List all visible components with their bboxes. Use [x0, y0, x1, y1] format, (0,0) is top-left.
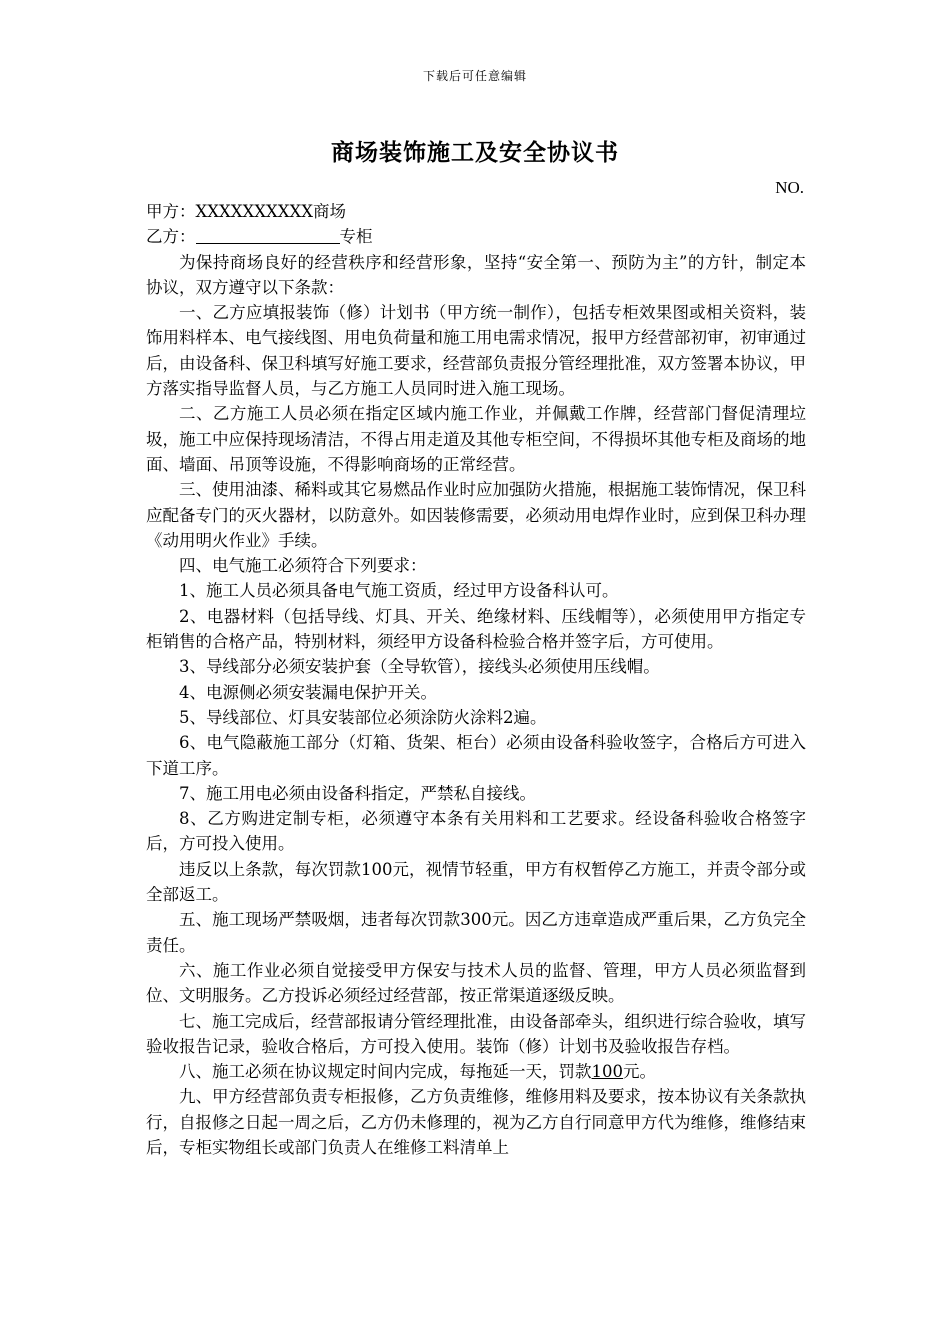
header-note: 下载后可任意编辑	[422, 69, 527, 83]
paragraph-penalty: 违反以上条款，每次罚款100元，视情节轻重，甲方有权暂停乙方施工，并责令部分或全部返工。	[146, 859, 806, 905]
paragraph-clause-6: 六、施工作业必须自觉接受甲方保安与技术人员的监督、管理，甲方人员必须监督到位、文明服务。乙方投诉必须经过经营部，按正常渠道逐级反映。	[146, 960, 806, 1006]
paragraph-clause-4: 四、电气施工必须符合下列要求：	[179, 556, 427, 576]
paragraph-item-2: 2、电器材料（包括导线、灯具、开关、绝缘材料、压线帽等），必须使用甲方指定专柜销售的合格产品，特别材料，须经甲方设备科检验合格并签字后，方可使用。	[146, 606, 806, 652]
paragraph-item-5: 5、导线部位、灯具安装部位必须涂防火涂料2遍。	[179, 707, 547, 727]
paragraph-clause-7: 七、施工完成后，经营部报请分管经理批准，由设备部牵头，组织进行综合验收，填写验收报告记录，验收合格后，方可投入使用。装饰（修）计划书及验收报告存档。	[146, 1011, 806, 1056]
paragraph-clause-5: 五、施工现场严禁吸烟，违者每次罚款300元。因乙方违章造成严重后果，乙方负完全责任。	[146, 910, 806, 955]
clause-8-unit: 元。	[623, 1062, 656, 1082]
paragraph-clause-9: 九、甲方经营部负责专柜报修，乙方负责维修，维修用料及要求，按本协议有关条款执行，自报修之日起一周之后，乙方仍未修理的，视为乙方自行同意甲方代为维修，维修结束后，专柜实物组长或部门负责人在维修工料清单上	[146, 1087, 806, 1157]
paragraph-clause-2: 二、乙方施工人员必须在指定区域内施工作业，并佩戴工作牌，经营部门督促清理垃圾，施工中应保持现场清洁，不得占用走道及其他专柜空间，不得损坏其他专柜及商场的地面、墙面、吊顶等设施，不得影响商场的正常经营。	[146, 404, 806, 474]
document-number: NO.	[775, 178, 804, 197]
party-b-line	[146, 224, 806, 249]
party-a-label: 甲方：	[146, 202, 196, 221]
clause-8-text: 八、施工必须在协议规定时间内完成，每拖延一天，罚款	[179, 1062, 592, 1082]
paragraph-clause-3: 三、使用油漆、稀料或其它易燃品作业时应加强防火措施，根据施工装饰情况，保卫科应配备专门的灭火器材，以防意外。如因装修需要，必须动用电焊作业时，应到保卫科办理《动用明火作业》手续。	[146, 480, 806, 550]
paragraph-item-6: 6、电气隐蔽施工部分（灯箱、货架、柜台）必须由设备科验收签字，合格后方可进入下道工序。	[146, 733, 806, 778]
party-b-label: 乙方：	[146, 227, 196, 247]
paragraph-item-8: 8、乙方购进定制专柜，必须遵守本条有关用料和工艺要求。经设备科验收合格签字后，方可投入使用。	[146, 809, 806, 854]
clause-8-amount: 100	[591, 1062, 623, 1082]
paragraph-clause-1: 一、乙方应填报装饰（修）计划书（甲方统一制作），包括专柜效果图或相关资料，装饰用料样本、电气接线图、用电负荷量和施工用电需求情况，报甲方经营部初审，初审通过后，由设备科、保卫科填写好施工要求，经营部负责报分管经理批准，双方签署本协议，甲方落实指导监督人员，与乙方施工人员同时进入施工现场。	[146, 303, 806, 399]
paragraph-item-1: 1、施工人员必须具备电气施工资质，经过甲方设备科认可。	[179, 581, 619, 601]
paragraph-item-4: 4、电源侧必须安装漏电保护开关。	[179, 682, 437, 702]
paragraph-item-3: 3、导线部分必须安装护套（全导软管），接线头必须使用压线帽。	[179, 657, 660, 677]
party-a-line	[146, 199, 806, 224]
paragraph-clause-8	[146, 1059, 806, 1084]
party-b-blank	[196, 225, 340, 244]
paragraph-preamble: 为保持商场良好的经营秩序和经营形象，坚持“安全第一、预防为主”的方针，制定本协议，双方遵守以下条款：	[146, 252, 806, 297]
party-b-suffix: 专柜	[339, 227, 373, 247]
party-a-name: XXXXXXXXXX商场	[195, 202, 346, 221]
document-body	[146, 199, 806, 1160]
document-title: 商场装饰施工及安全协议书	[331, 140, 619, 166]
paragraph-item-7: 7、施工用电必须由设备科指定，严禁私自接线。	[179, 783, 536, 803]
